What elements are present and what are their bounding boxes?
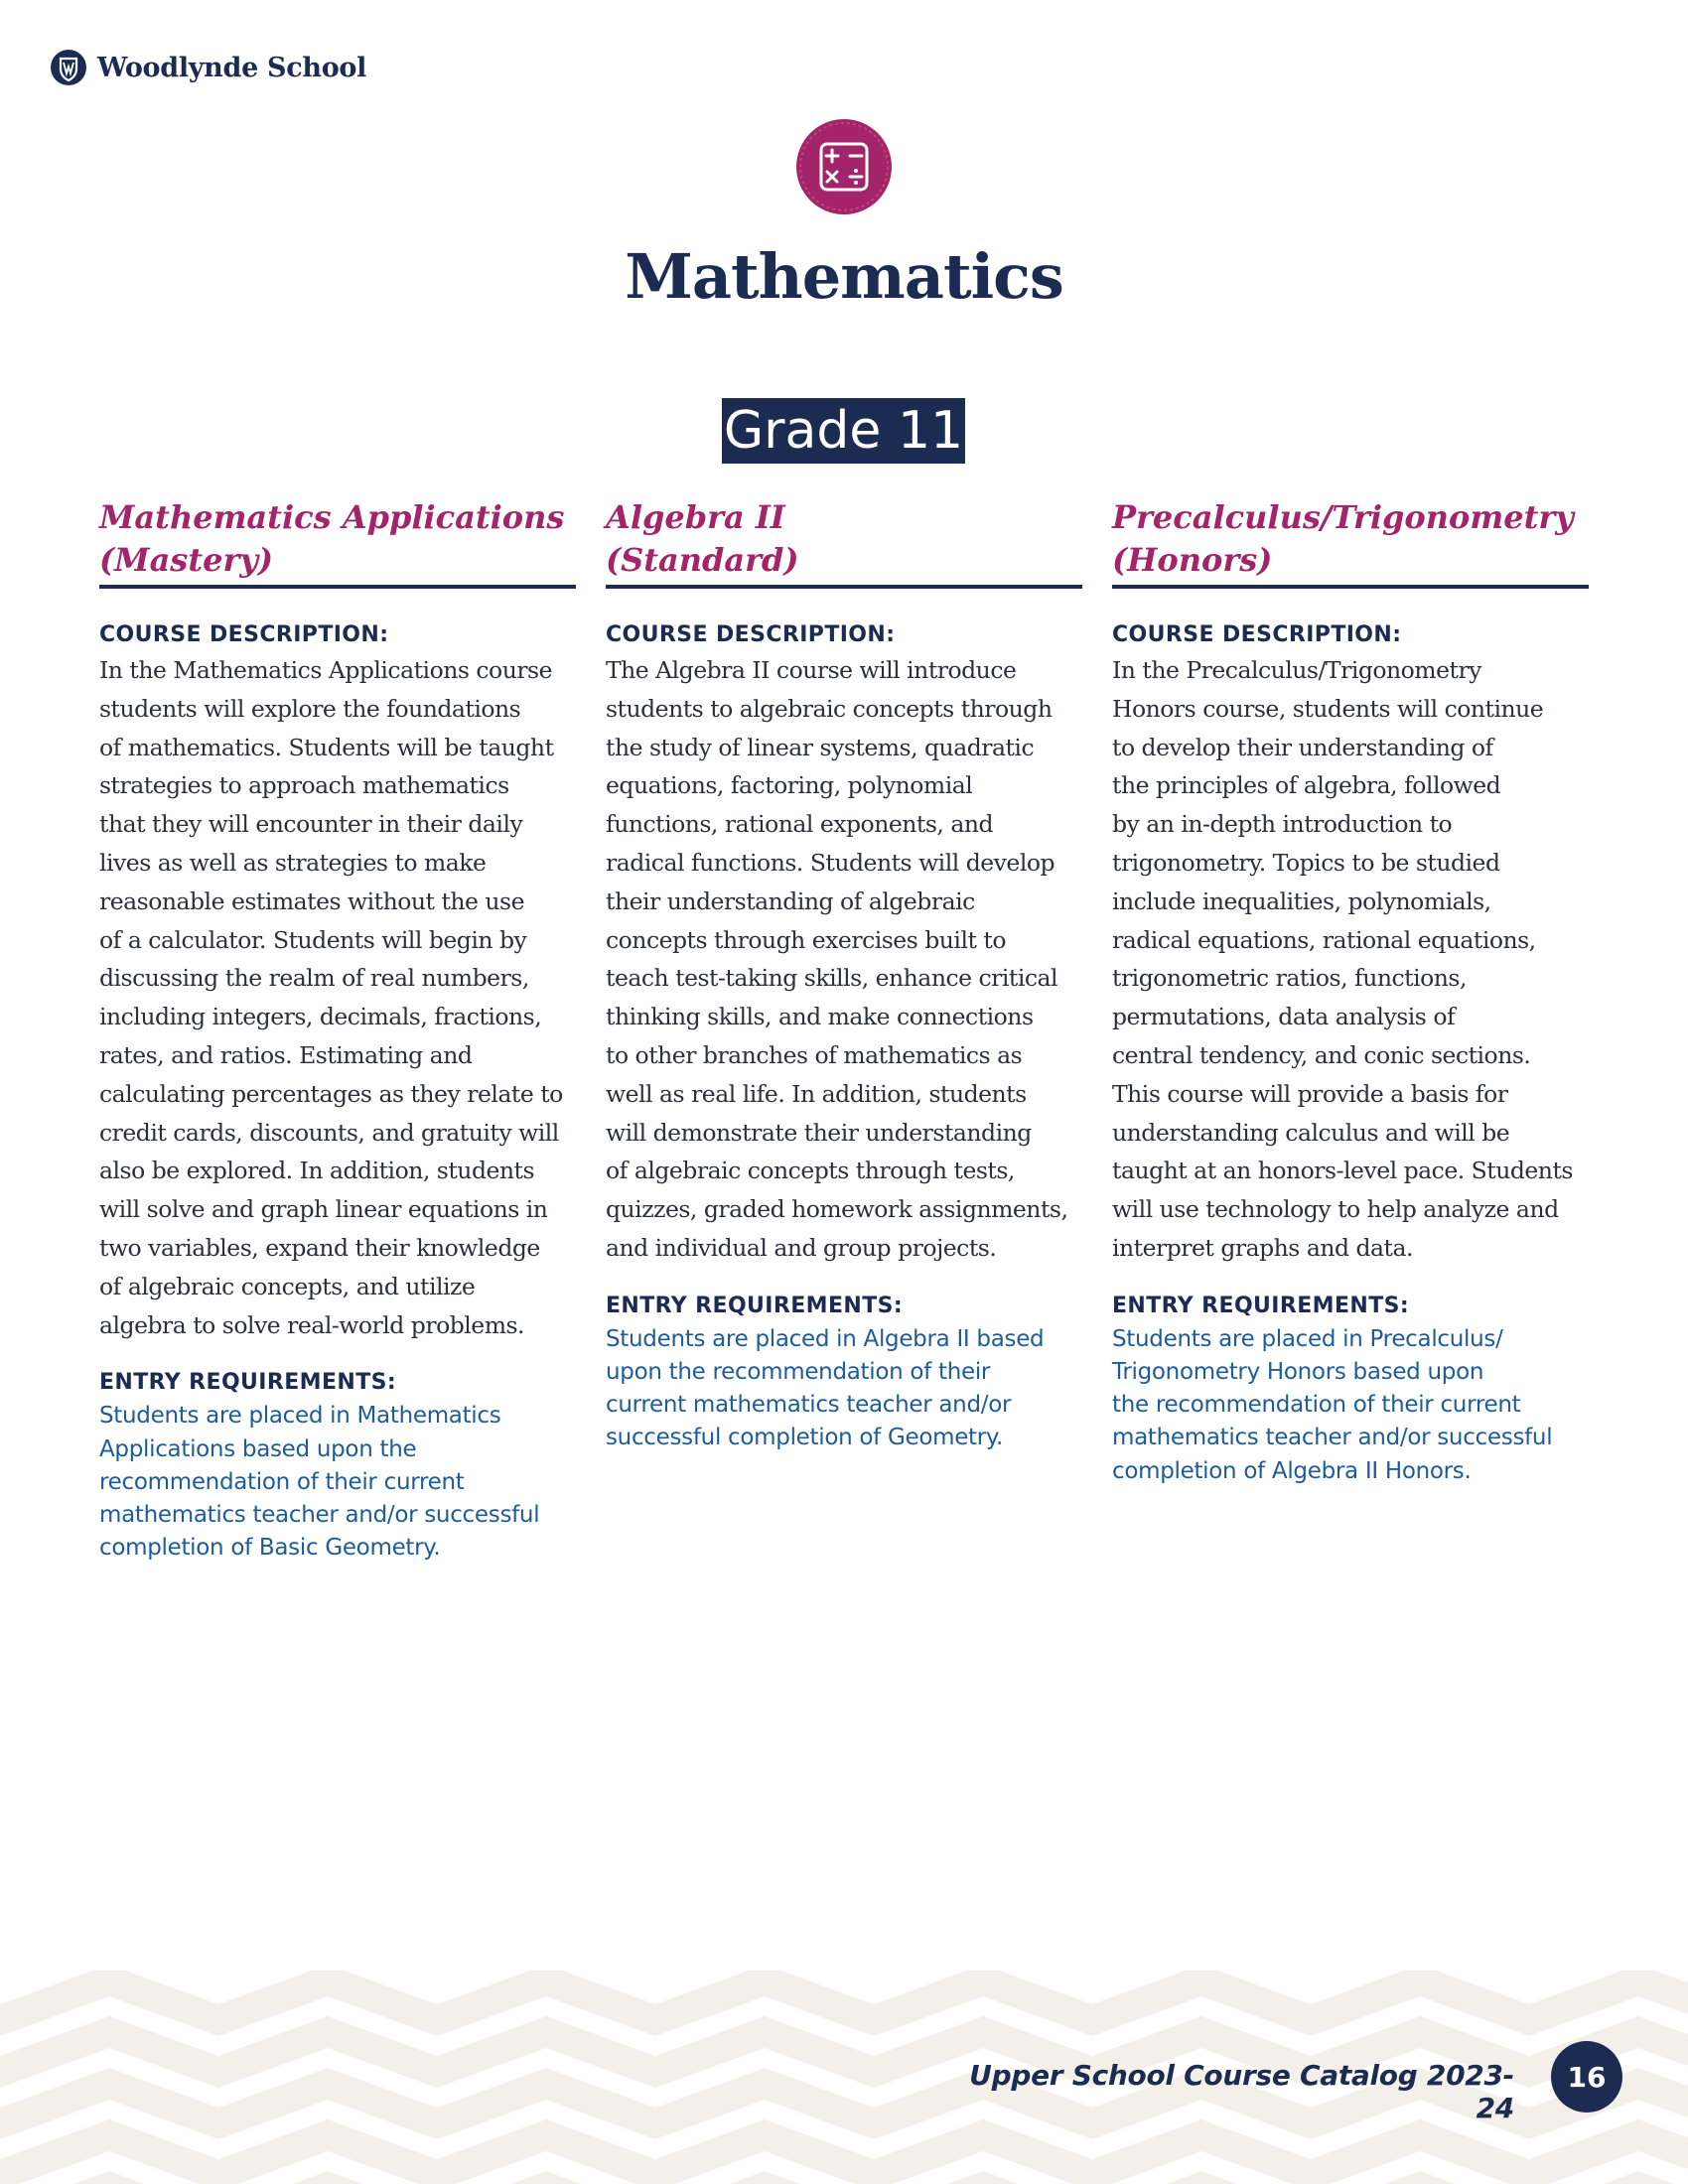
catalog-title: Upper School Course Catalog 2023-24	[969, 2059, 1514, 2124]
text-line: completion of Basic Geometry.	[99, 1535, 441, 1562]
course-description	[99, 651, 576, 1344]
school-logo	[50, 48, 366, 87]
text-line: interpret graphs and data.	[1112, 1233, 1413, 1262]
text-line: thinking skills, and make connections	[606, 1003, 1034, 1031]
text-line: Students are placed in Algebra II based	[606, 1325, 1045, 1352]
text-line: students will explore the foundations	[99, 694, 521, 723]
text-line: lives as well as strategies to make	[99, 848, 487, 877]
text-line: to other branches of mathematics as	[606, 1040, 1023, 1069]
text-line: the recommendation of their current	[1112, 1392, 1521, 1419]
text-line: strategies to approach mathematics	[99, 771, 509, 800]
chevron-row	[0, 1980, 1688, 2020]
text-line: two variables, expand their knowledge	[99, 1233, 540, 1262]
text-line: their understanding of algebraic	[606, 887, 975, 915]
text-line: radical equations, rational equations,	[1112, 925, 1536, 954]
text-line: reasonable estimates without the use	[99, 887, 525, 915]
text-line: trigonometric ratios, functions,	[1112, 964, 1467, 993]
text-line: central tendency, and conic sections.	[1112, 1040, 1531, 1069]
course-description	[606, 651, 1082, 1268]
text-line: quizzes, graded homework assignments,	[606, 1195, 1068, 1224]
text-line: credit cards, discounts, and gratuity will	[99, 1118, 559, 1147]
title-divider	[99, 585, 576, 589]
text-line: completion of Algebra II Honors.	[1112, 1457, 1472, 1484]
entry-requirements-label: ENTRY REQUIREMENTS:	[1112, 1293, 1410, 1318]
text-line: understanding calculus and will be	[1112, 1118, 1510, 1147]
text-line: discussing the realm of real numbers,	[99, 964, 529, 993]
school-name: Woodlynde School	[97, 52, 367, 83]
text-line: and individual and group projects.	[606, 1233, 997, 1262]
text-line: students to algebraic concepts through	[606, 694, 1053, 723]
text-line: to develop their understanding of	[1112, 733, 1493, 761]
text-line: successful completion of Geometry.	[606, 1425, 1003, 1451]
text-line: upon the recommendation of their	[606, 1358, 991, 1385]
text-line: Applications based upon the	[99, 1435, 417, 1462]
text-line: algebra to solve real-world problems.	[99, 1310, 525, 1339]
text-line: mathematics teacher and/or successful	[1112, 1425, 1553, 1451]
text-line: will demonstrate their understanding	[606, 1118, 1032, 1147]
text-line: that they will encounter in their daily	[99, 810, 523, 839]
title-divider	[1112, 585, 1589, 589]
text-line: by an in-depth introduction to	[1112, 810, 1453, 839]
text-line: include inequalities, polynomials,	[1112, 887, 1491, 915]
text-line: rates, and ratios. Estimating and	[99, 1040, 473, 1069]
text-line: In the Precalculus/Trigonometry	[1112, 656, 1481, 684]
text-line: Students are placed in Precalculus/	[1112, 1325, 1503, 1352]
calculator-icon	[794, 117, 894, 216]
text-line: Honors course, students will continue	[1112, 694, 1544, 723]
text-line: teach test-taking skills, enhance critical	[606, 964, 1058, 993]
text-line: taught at an honors-level pace. Students	[1112, 1157, 1573, 1185]
text-line: of algebraic concepts, and utilize	[99, 1272, 476, 1300]
entry-requirements-text	[606, 1323, 1082, 1455]
course-description	[1112, 651, 1589, 1268]
entry-requirements-text	[99, 1400, 576, 1565]
text-line: current mathematics teacher and/or	[606, 1392, 1012, 1419]
description-label: COURSE DESCRIPTION:	[99, 622, 389, 647]
text-line: trigonometry. Topics to be studied	[1112, 848, 1500, 877]
description-label: COURSE DESCRIPTION:	[606, 622, 896, 647]
text-line: also be explored. In addition, students	[99, 1157, 535, 1185]
course-column-algebra-ii	[606, 496, 1082, 1455]
text-line: will solve and graph linear equations in	[99, 1195, 548, 1224]
shield-crest-icon	[50, 48, 87, 87]
text-line: equations, factoring, polynomial	[606, 771, 973, 800]
text-line: The Algebra II course will introduce	[606, 656, 1017, 684]
page-number: 16	[1551, 2041, 1622, 2113]
text-line: including integers, decimals, fractions,	[99, 1003, 542, 1031]
text-line: recommendation of their current	[99, 1468, 465, 1495]
course-title: Mathematics Applications (Mastery)	[99, 498, 565, 579]
text-line: of mathematics. Students will be taught	[99, 733, 554, 761]
text-line: Students are placed in Mathematics	[99, 1403, 501, 1430]
text-line: calculating percentages as they relate to	[99, 1079, 563, 1108]
course-title: Algebra II (Standard)	[606, 498, 799, 579]
text-line: of a calculator. Students will begin by	[99, 925, 527, 954]
text-line: mathematics teacher and/or successful	[99, 1501, 540, 1528]
course-title: Precalculus/Trigonometry (Honors)	[1112, 498, 1574, 579]
entry-requirements-label: ENTRY REQUIREMENTS:	[99, 1370, 397, 1396]
text-line: well as real life. In addition, students	[606, 1079, 1027, 1108]
text-line: permutations, data analysis of	[1112, 1003, 1456, 1031]
text-line: Trigonometry Honors based upon	[1112, 1358, 1484, 1385]
title-divider	[606, 585, 1082, 589]
text-line: the study of linear systems, quadratic	[606, 733, 1035, 761]
description-label: COURSE DESCRIPTION:	[1112, 622, 1402, 647]
grade-label: Grade 11	[722, 398, 965, 464]
text-line: radical functions. Students will develop	[606, 848, 1055, 877]
text-line: the principles of algebra, followed	[1112, 771, 1501, 800]
entry-requirements-label: ENTRY REQUIREMENTS:	[606, 1293, 904, 1318]
course-column-mathematics-applications	[99, 496, 576, 1565]
text-line: In the Mathematics Applications course	[99, 656, 553, 684]
text-line: This course will provide a basis for	[1112, 1079, 1508, 1108]
text-line: will use technology to help analyze and	[1112, 1195, 1559, 1224]
chevron-row	[0, 2135, 1688, 2175]
text-line: concepts through exercises built to	[606, 925, 1006, 954]
text-line: of algebraic concepts through tests,	[606, 1157, 1015, 1185]
entry-requirements-text	[1112, 1323, 1589, 1488]
page-title: Mathematics	[625, 240, 1063, 313]
text-line: functions, rational exponents, and	[606, 810, 994, 839]
course-column-precalculus-trigonometry	[1112, 496, 1589, 1488]
